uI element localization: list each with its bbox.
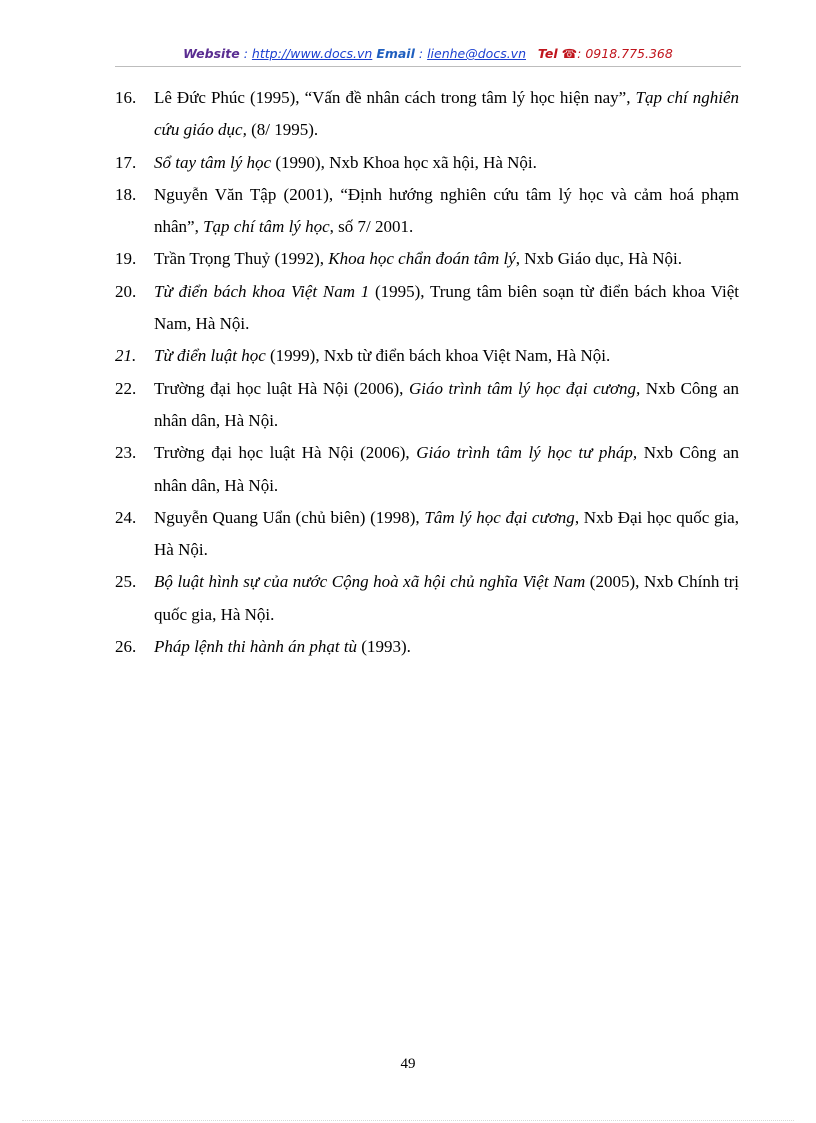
tel-label: Tel [537, 46, 558, 61]
reference-text [154, 566, 739, 631]
reference-text [154, 502, 739, 567]
reference-item [115, 147, 739, 179]
reference-number: 19. [115, 249, 137, 269]
reference-text [154, 276, 739, 341]
reference-title: Khoa học chẩn đoán tâm lý [328, 249, 516, 269]
website-colon: : [239, 46, 252, 61]
reference-segment: (1995), Trung tâm biên soạn từ điển bách khoa Việt Nam, Hà Nội. [154, 281, 739, 334]
reference-text [154, 437, 739, 502]
reference-item [115, 243, 739, 275]
reference-number: 21. [115, 346, 137, 366]
reference-text [154, 340, 739, 372]
website-label: Website [183, 46, 240, 61]
reference-item [115, 276, 739, 341]
reference-item [115, 179, 739, 244]
reference-segment: , Nxb Đại học quốc gia, Hà Nội. [154, 507, 739, 560]
website-link[interactable]: http://www.docs.vn [251, 46, 373, 61]
reference-text [154, 631, 739, 663]
reference-text [154, 243, 739, 275]
reference-item [115, 566, 739, 631]
reference-item [115, 437, 739, 502]
reference-number: 20. [115, 281, 137, 301]
reference-segment: (8/ 1995). [246, 120, 319, 140]
reference-title: Tạp chí tâm lý học [203, 217, 330, 237]
email-label: Email [376, 46, 415, 61]
header-divider [115, 66, 741, 67]
reference-item [115, 631, 739, 663]
reference-title: Bộ luật hình sự của nước Cộng hoà xã hội chủ nghĩa Việt Nam [154, 572, 586, 592]
reference-title: Pháp lệnh thi hành án phạt tù [154, 637, 358, 657]
reference-number: 16. [115, 88, 137, 107]
reference-title: Giáo trình tâm lý học đại cương, [408, 378, 641, 398]
reference-segment: (2005), Nxb Chính trị quốc gia, Hà Nội. [154, 572, 740, 624]
reference-item [115, 502, 739, 567]
reference-title: Từ điển luật học [154, 346, 266, 366]
reference-title: Từ điển bách khoa Việt Nam 1 [154, 281, 370, 301]
reference-number: 25. [115, 572, 137, 592]
reference-list [115, 82, 739, 663]
bottom-divider [22, 1120, 794, 1121]
reference-number: 17. [115, 152, 137, 172]
reference-title: Giáo trình tâm lý học tư pháp, [416, 443, 638, 463]
reference-segment: (1999), Nxb từ điển bách khoa Việt Nam, Hà Nội. [265, 346, 611, 366]
reference-text [154, 179, 739, 244]
reference-title: Sổ tay tâm lý học [154, 152, 272, 172]
reference-title: Tâm lý học đại cương [424, 507, 575, 527]
reference-number: 18. [115, 184, 137, 204]
phone-icon: ☎ [561, 46, 578, 61]
reference-number: 26. [115, 637, 137, 657]
reference-segment: Lê Đức Phúc (1995), “Vấn đề nhân cách trong tâm lý học hiện nay”, [154, 88, 636, 107]
reference-number: 22. [115, 378, 137, 398]
reference-segment: Trường đại học luật Hà Nội (2006), [154, 378, 409, 398]
reference-segment: Nxb Công an nhân dân, Hà Nội. [154, 443, 739, 495]
reference-segment: (1990), Nxb Khoa học xã hội, Hà Nội. [271, 152, 537, 172]
reference-text [154, 147, 739, 179]
reference-title: Tạp chí nghiên cứu giáo dục, [154, 88, 739, 140]
reference-text [154, 82, 739, 147]
page-header [115, 46, 741, 61]
reference-segment: Nxb Công an nhân dân, Hà Nội. [154, 378, 739, 430]
reference-segment: Nguyễn Văn Tập (2001), “Định hướng nghiên cứu tâm lý học và cảm hoá phạm nhân”, [154, 184, 739, 237]
reference-number: 24. [115, 507, 137, 527]
email-colon: : [414, 46, 428, 61]
reference-segment: Nguyễn Quang Uẩn (chủ biên) (1998), [154, 507, 425, 527]
phone-number: : 0918.775.368 [577, 46, 673, 61]
email-link[interactable]: lienhe@docs.vn [427, 46, 526, 61]
reference-text [154, 373, 739, 438]
reference-item [115, 373, 739, 438]
reference-segment: (1993). [357, 637, 411, 657]
page-number: 49 [400, 1056, 416, 1072]
reference-segment: , Nxb Giáo dục, Hà Nội. [515, 249, 682, 269]
reference-segment: Trường đại học luật Hà Nội (2006), [154, 443, 417, 463]
reference-item [115, 340, 739, 372]
reference-segment: , số 7/ 2001. [329, 217, 414, 237]
reference-number: 23. [115, 443, 137, 463]
reference-segment: Trần Trọng Thuỷ (1992), [154, 249, 329, 269]
reference-item [115, 82, 739, 147]
